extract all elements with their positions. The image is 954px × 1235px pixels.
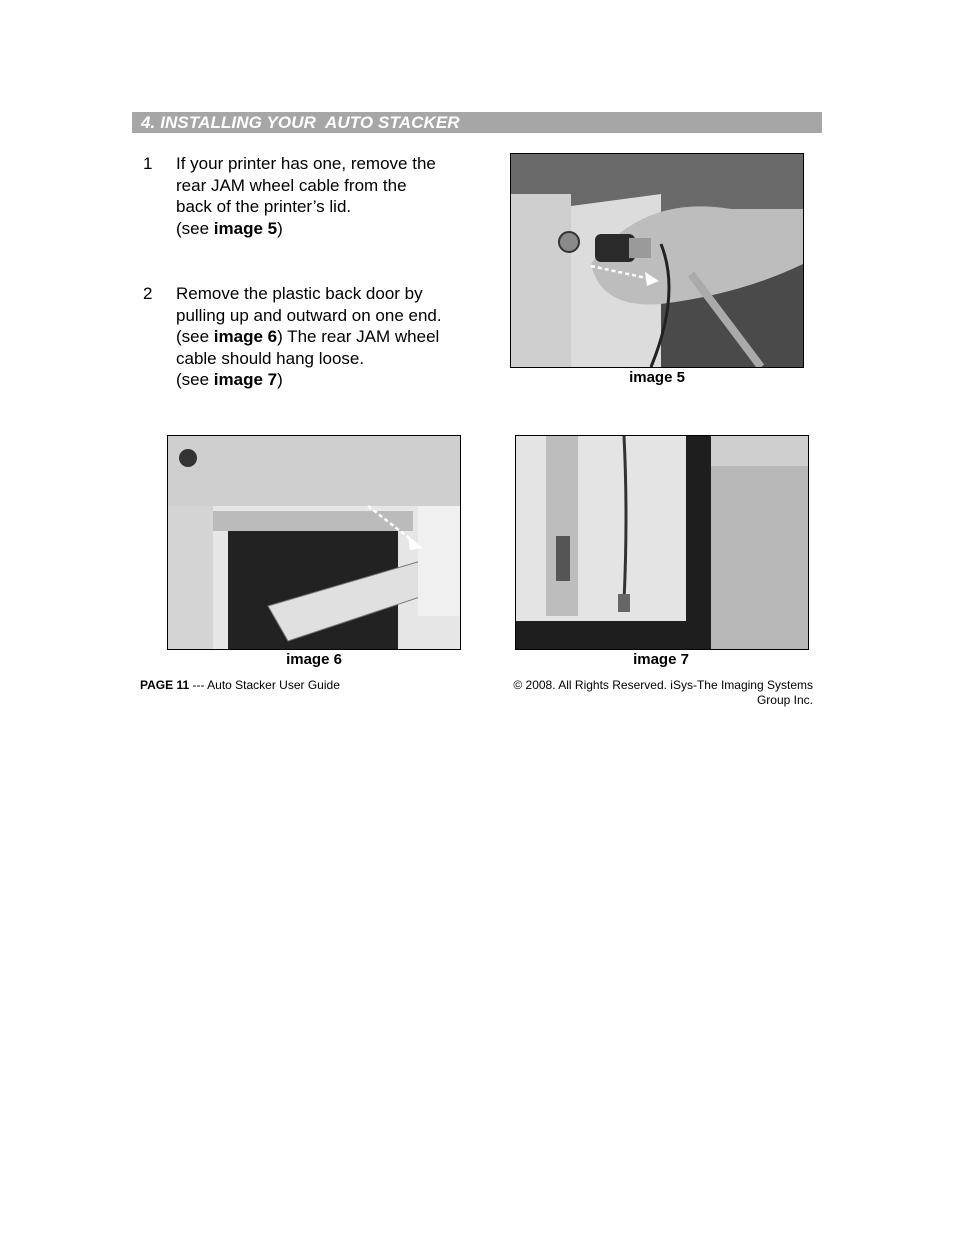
step-line: back of the printer’s lid. (176, 197, 352, 217)
guide-title: --- Auto Stacker User Guide (189, 678, 340, 692)
page-number: PAGE 11 (140, 678, 190, 692)
step-line: cable should hang loose. (176, 348, 365, 368)
caption-image-6: image 6 (286, 651, 342, 668)
page-footer (140, 678, 340, 692)
section-banner (132, 112, 822, 133)
step-line: rear JAM wheel cable from the (176, 175, 407, 195)
step-text (176, 283, 476, 391)
see-reference: (see image 7) (176, 370, 283, 390)
step-number: 2 (143, 284, 153, 303)
step-line: Remove the plastic back door by (176, 284, 423, 303)
photo-image-7 (515, 435, 809, 650)
step-text (176, 153, 476, 239)
caption-image-7: image 7 (633, 651, 689, 668)
photo-image-5 (510, 153, 804, 368)
image-reference: image 6 (213, 327, 278, 347)
photo-image-6 (167, 435, 461, 650)
hand-cable-illustration (511, 154, 803, 367)
step-line: If your printer has one, remove the (176, 154, 436, 173)
back-door-illustration (168, 436, 460, 649)
copyright-notice: © 2008. All Rights Reserved. iSys-The Imaging Systems Group Inc. (513, 678, 813, 707)
section-title: 4. INSTALLING YOUR AUTO STACKER (141, 113, 460, 132)
see-reference: (see image 5) (176, 218, 283, 238)
step-line: pulling up and outward on one end. (176, 305, 442, 325)
step-line: (see image 6) The rear JAM wheel (176, 327, 440, 347)
step-number: 1 (143, 154, 153, 173)
image-reference: image 7 (213, 370, 278, 390)
cable-hanging-illustration (516, 436, 808, 649)
image-reference: image 5 (213, 218, 278, 238)
caption-image-5: image 5 (629, 369, 685, 386)
